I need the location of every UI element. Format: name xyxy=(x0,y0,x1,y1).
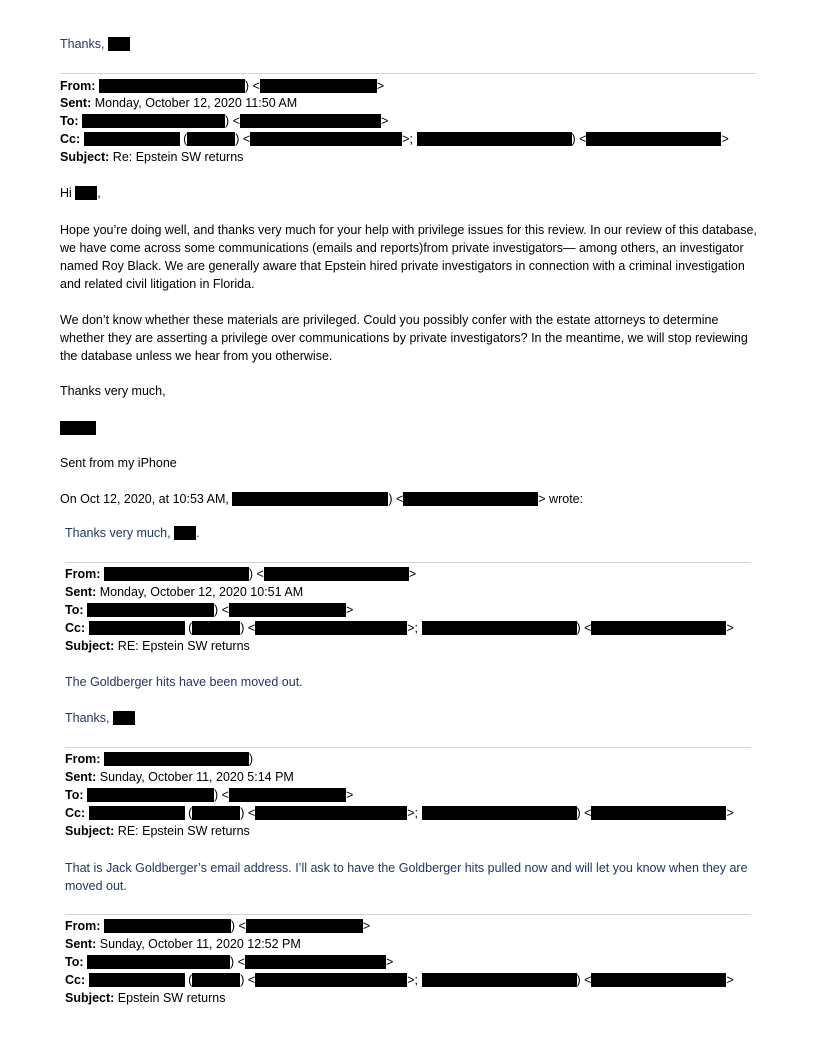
from-line: From: ) xyxy=(65,752,254,766)
cc-line: Cc: ( ) < >; ) < > xyxy=(65,806,734,820)
redaction-block xyxy=(89,973,185,987)
redaction-block xyxy=(232,492,388,506)
redaction-block xyxy=(422,806,577,820)
redaction-block xyxy=(104,567,249,581)
redaction-block xyxy=(187,132,235,146)
to-line: To: ) < > xyxy=(65,603,354,617)
redaction-block xyxy=(264,567,409,581)
sent-line: Sent: Sunday, October 11, 2020 12:52 PM xyxy=(65,937,301,951)
redaction-block xyxy=(75,186,97,200)
redaction-block xyxy=(591,806,726,820)
subject-line: Subject: RE: Epstein SW returns xyxy=(65,639,250,653)
subject-line: Subject: RE: Epstein SW returns xyxy=(65,824,250,838)
redaction-block xyxy=(250,132,402,146)
cc-line: Cc: ( ) < >; ) < > xyxy=(65,621,734,635)
redaction-block xyxy=(87,603,214,617)
redaction-block xyxy=(417,132,572,146)
redaction-block xyxy=(192,973,240,987)
redaction-block xyxy=(229,788,346,802)
redaction-block xyxy=(60,421,96,435)
redaction-block xyxy=(240,114,381,128)
redaction-block xyxy=(591,973,726,987)
redaction-block xyxy=(255,621,407,635)
redaction-block xyxy=(403,492,538,506)
redaction-block xyxy=(192,806,240,820)
redaction-block xyxy=(255,806,407,820)
redaction-block xyxy=(104,919,231,933)
signature-redaction xyxy=(60,421,96,436)
redaction-block xyxy=(87,788,214,802)
cc-line: Cc: ( ) < >; ) < > xyxy=(60,132,729,146)
redaction-block xyxy=(84,132,180,146)
header-divider xyxy=(65,914,751,915)
redaction-block xyxy=(192,621,240,635)
redaction-block xyxy=(174,526,196,540)
redaction-block xyxy=(255,973,407,987)
to-line: To: ) < > xyxy=(65,788,354,802)
redaction-block xyxy=(586,132,721,146)
redaction-block xyxy=(108,37,130,51)
sent-line: Sent: Monday, October 12, 2020 11:50 AM xyxy=(60,96,298,110)
cc-line: Cc: ( ) < >; ) < > xyxy=(65,973,734,987)
sent-line: Sent: Monday, October 12, 2020 10:51 AM xyxy=(65,585,304,599)
redaction-block xyxy=(89,621,185,635)
sent-from: Sent from my iPhone xyxy=(60,456,177,470)
redaction-block xyxy=(99,79,245,93)
signoff: Thanks very much, xyxy=(60,384,166,398)
on-wrote-line: On Oct 12, 2020, at 10:53 AM, ) < > wrote: xyxy=(60,492,584,506)
redaction-block xyxy=(89,806,185,820)
redaction-block xyxy=(229,603,346,617)
redaction-block xyxy=(246,919,363,933)
header-divider xyxy=(65,562,751,563)
thanks-line: Thanks, xyxy=(65,711,135,726)
quoted-thanks: Thanks very much, . xyxy=(65,526,200,540)
redaction-block xyxy=(104,752,249,766)
header-divider xyxy=(65,747,751,748)
from-line: From: ) < > xyxy=(65,919,371,933)
subject-line: Subject: Epstein SW returns xyxy=(65,991,226,1005)
message-paragraph: Hope you’re doing well, and thanks very much for your help with privilege issues for this review. In our review of this database, we have come across some communications (emails and reports)from private investigators— among others, an investigator named Roy Black. We are generally aware that Epstein hired private investigators in connection with a criminal investigation and related civil litigation in Florida. xyxy=(60,223,757,291)
to-line: To: ) < > xyxy=(65,955,394,969)
redaction-block xyxy=(245,955,386,969)
header-divider xyxy=(60,73,756,74)
message-text: The Goldberger hits have been moved out. xyxy=(65,675,303,689)
greeting: Hi , xyxy=(60,186,101,200)
from-line: From: ) < > xyxy=(60,79,385,93)
subject-line: Subject: Re: Epstein SW returns xyxy=(60,150,244,164)
redaction-block xyxy=(422,973,577,987)
redaction-block xyxy=(591,621,726,635)
redaction-block xyxy=(260,79,377,93)
top-thanks: Thanks, xyxy=(60,37,130,52)
redaction-block xyxy=(113,711,135,725)
sent-line: Sent: Sunday, October 11, 2020 5:14 PM xyxy=(65,770,294,784)
message-paragraph: That is Jack Goldberger’s email address. I’ll ask to have the Goldberger hits pulled now and will let you know when they are moved out. xyxy=(65,861,748,893)
message-paragraph: We don’t know whether these materials are privileged. Could you possibly confer with the estate attorneys to determine whether they are asserting a privilege over communications by private investigators? In the meantime, we will stop reviewing the database unless we hear from you otherwise. xyxy=(60,313,748,363)
redaction-block xyxy=(422,621,577,635)
to-line: To: ) < > xyxy=(60,114,389,128)
redaction-block xyxy=(82,114,225,128)
from-line: From: ) < > xyxy=(65,567,417,581)
redaction-block xyxy=(87,955,230,969)
